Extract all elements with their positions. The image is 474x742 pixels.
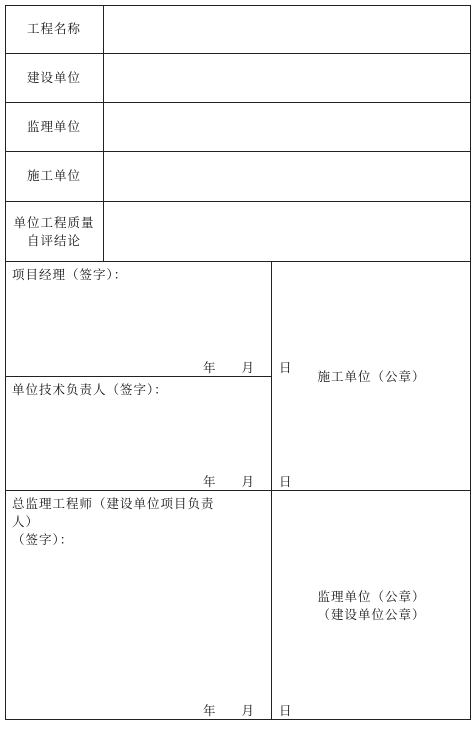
day-label: 日 — [278, 703, 292, 718]
supervisor-seal-label-line2: （建设单位公章） — [317, 607, 426, 622]
quality-conclusion-label-line2: 自评结论 — [26, 233, 81, 248]
technical-lead-signature-label: 单位技术负责人（签字）： — [12, 382, 168, 397]
quality-conclusion-field[interactable] — [104, 202, 470, 260]
supervision-unit-field[interactable] — [104, 103, 470, 150]
chief-supervisor-date — [203, 703, 291, 719]
technical-lead-date — [203, 474, 291, 490]
year-label: 年 — [203, 703, 216, 718]
chief-supervisor-signature-label-line3: （签字）： — [12, 532, 74, 547]
chief-supervisor-signature-label-line1: 总监理工程师（建设单位项目负责 — [12, 496, 215, 511]
contractor-seal-label: 施工单位（公章） — [317, 369, 426, 384]
signature-divider — [5, 376, 271, 377]
month-label: 月 — [241, 703, 254, 718]
supervisor-seal-label-line1: 监理单位（公章） — [317, 589, 426, 604]
contractor-label: 施工单位 — [26, 168, 81, 183]
project-manager-signature-label: 项目经理（签字）： — [12, 267, 128, 282]
seal-column-divider — [271, 261, 272, 720]
quality-conclusion-label-line1: 单位工程质量 — [13, 215, 95, 230]
construction-unit-label: 建设单位 — [26, 70, 81, 85]
supervision-unit-label: 监理单位 — [26, 119, 81, 134]
day-label: 日 — [278, 360, 292, 375]
chief-supervisor-signature-label-line2: 人） — [12, 514, 40, 529]
month-label: 月 — [241, 360, 254, 375]
row-divider — [5, 261, 471, 262]
day-label: 日 — [278, 474, 292, 489]
project-name-label: 工程名称 — [26, 21, 81, 36]
year-label: 年 — [203, 474, 216, 489]
construction-unit-field[interactable] — [104, 54, 470, 101]
quality-form — [5, 5, 471, 720]
project-name-field[interactable] — [104, 6, 470, 52]
contractor-field[interactable] — [104, 152, 470, 200]
signature-divider — [5, 490, 471, 491]
year-label: 年 — [203, 360, 216, 375]
month-label: 月 — [241, 474, 254, 489]
